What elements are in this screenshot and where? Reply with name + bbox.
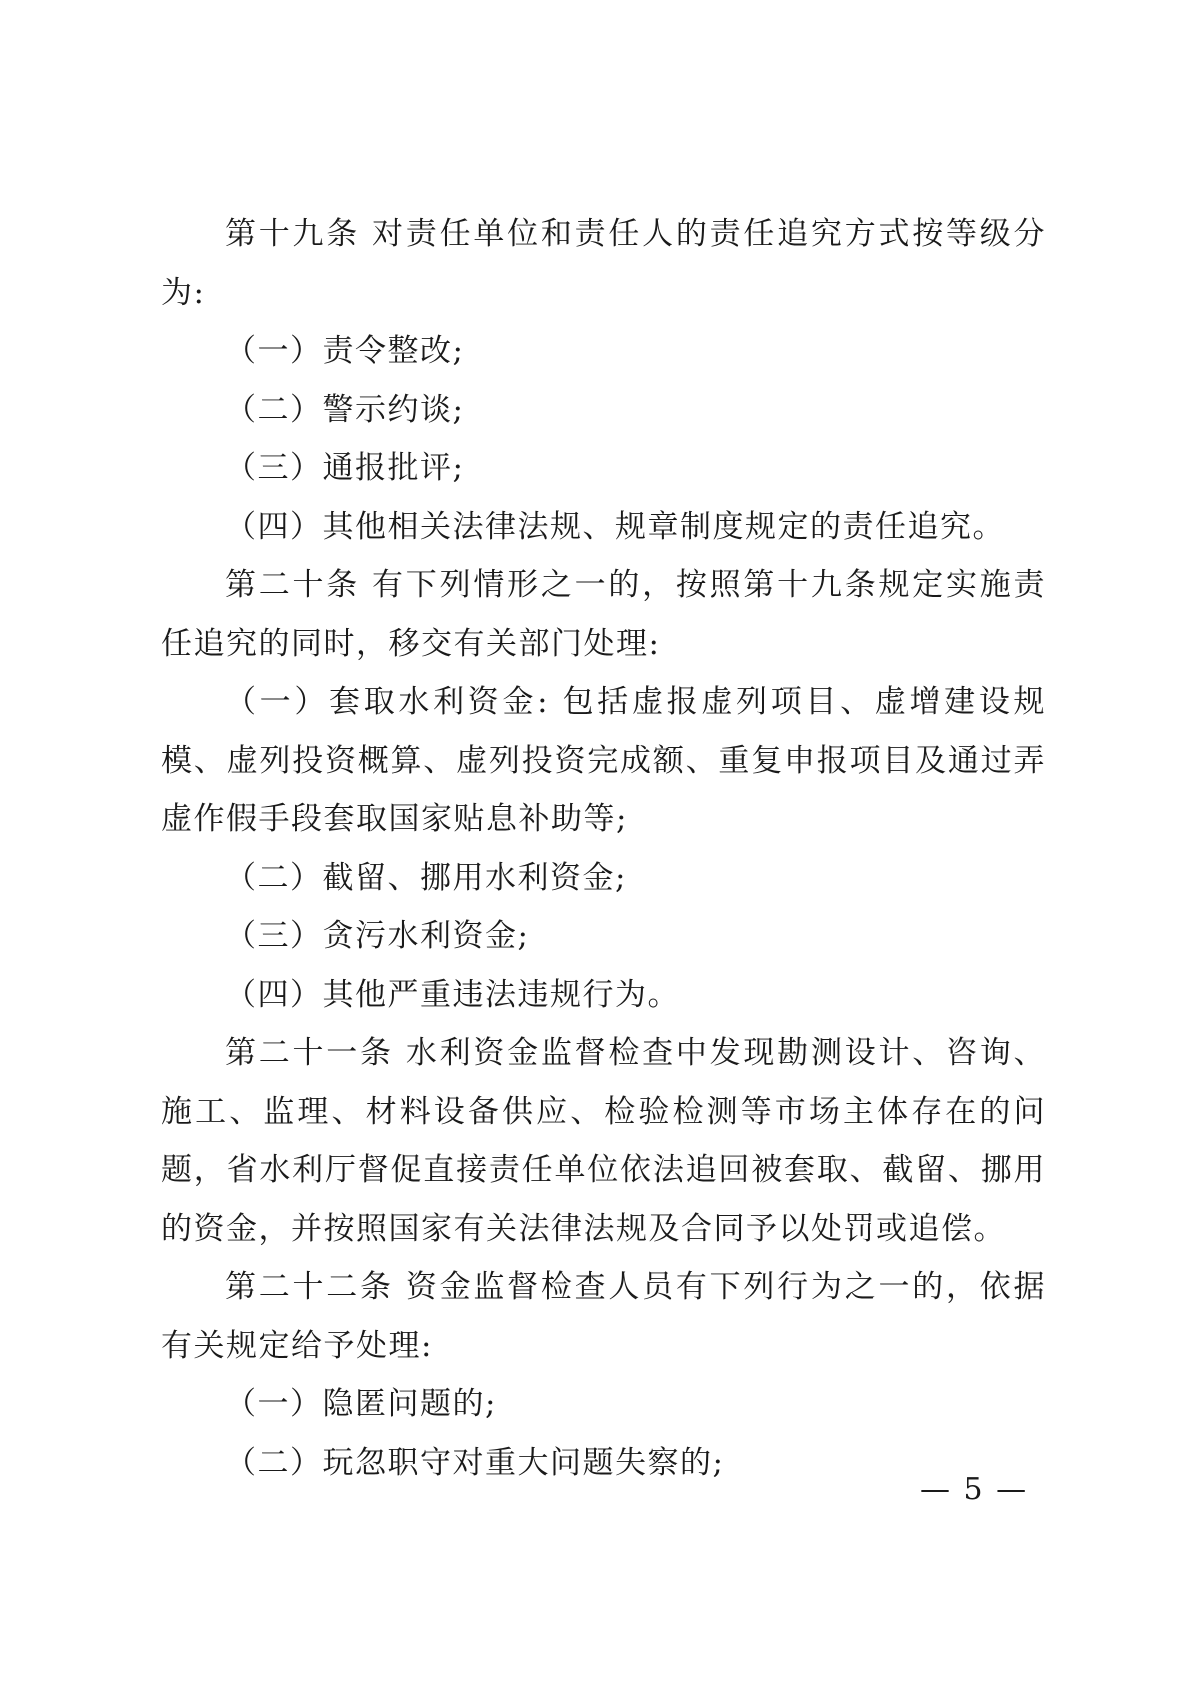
list-item: （二）警示约谈; xyxy=(225,391,465,428)
article-number: 第二十一条 xyxy=(225,1035,394,1071)
article-22 xyxy=(161,1258,1046,1375)
page-number: — 5 — xyxy=(920,1472,1029,1507)
list-item: （二）截留、挪用水利资金; xyxy=(225,859,627,896)
article-21 xyxy=(161,1024,1046,1258)
article-text: 水利资金监督检查中发现勘测设计、咨询、施工、监理、材料设备供应、检验检测等市场主体存在的问题，省水利厅督促直接责任单位依法追回被套取、截留、挪用的资金，并按照国家有关法律法规及合同予以处罚或追偿。 xyxy=(161,1035,1047,1247)
list-item: （一）套取水利资金: 包括虚报虚列项目、虚增建设规模、虚列投资概算、虚列投资完成额、重复申报项目及通过弄虚作假手段套取国家贴息补助等; xyxy=(161,684,1046,837)
article-number: 第十九条 xyxy=(225,216,361,252)
list-item: （一）责令整改; xyxy=(225,333,465,369)
list-item: （三）通报批评; xyxy=(225,450,465,486)
article-19 xyxy=(161,205,1046,322)
article-20 xyxy=(161,556,1046,673)
article-text: 对责任单位和责任人的责任追究方式按等级分为: xyxy=(161,216,1047,311)
list-item: （三）贪污水利资金; xyxy=(225,918,530,954)
list-item: （二）玩忽职守对重大问题失察的; xyxy=(225,1444,725,1481)
list-item: （一）隐匿问题的; xyxy=(225,1386,497,1422)
article-number: 第二十二条 xyxy=(225,1269,394,1305)
article-text: 有下列情形之一的，按照第十九条规定实施责任追究的同时，移交有关部门处理: xyxy=(161,567,1047,662)
document-body xyxy=(161,205,1046,1492)
list-item: （四）其他严重违法违规行为。 xyxy=(225,976,680,1013)
article-number: 第二十条 xyxy=(225,567,361,603)
list-item: （四）其他相关法律法规、规章制度规定的责任追究。 xyxy=(225,508,1005,545)
article-text: 资金监督检查人员有下列行为之一的，依据有关规定给予处理: xyxy=(161,1269,1047,1364)
